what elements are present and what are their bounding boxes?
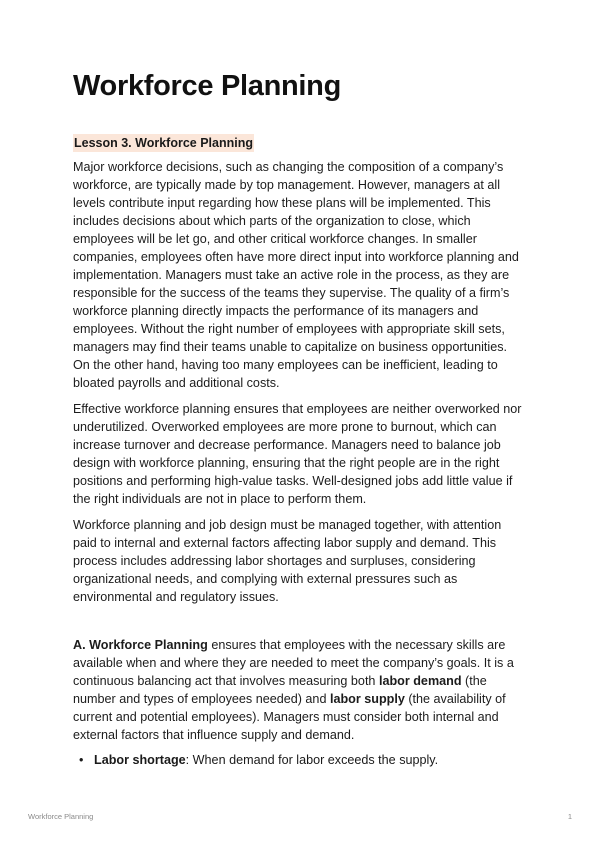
term-labor-supply: labor supply [329,692,405,706]
page-title: Workforce Planning [73,70,341,102]
section-a-heading: A. Workforce Planning [73,638,208,652]
section-a-paragraph [73,636,523,744]
paragraph-2-container [73,400,523,508]
paragraph: Workforce planning and job design must be managed together, with attention paid to internal and external factors affecting labor supply and demand. This process includes addressing labor shortages and surpluses, considering organizational needs, and complying with external pressures such as environmental and regulatory issues. [73,518,502,604]
paragraph: Effective workforce planning ensures that employees are neither overworked nor underutilized. Overworked employees are more prone to burnout, which can increase turnover and decrease performance. Managers need to balance job design with workforce planning, ensuring that the right people are in the right positions and performing high-value tasks. Well-designed jobs add little value if the right individuals are not in place to perform them. [73,402,522,506]
list-item [73,751,523,769]
paragraph-1-container [73,158,523,392]
section-a-text: ensures that employees with the necessary skills are available when and where they are needed to meet the company’s goals. It is a continuous balancing act that involves measuring both [73,638,514,688]
page-number: 1 [567,812,572,821]
bullet-text: : When demand for labor exceeds the supply. [185,753,439,767]
section-a-text: (the availability of current and potential employees). Managers must consider both internal and external factors that influence supply and demand. [73,692,506,742]
paragraph-3-container [73,516,523,606]
bullet-icon: • [79,753,84,767]
lesson-heading: Lesson 3. Workforce Planning [74,136,253,150]
paragraph: Major workforce decisions, such as changing the composition of a company’s workforce, are typically made by top management. However, managers at all levels contribute input regarding how these plans will be implemented. This includes decisions about which parts of the organization to close, which employees will be let go, and other critical workforce changes. In smaller companies, employees often have more direct input into workforce planning and implementation. Managers must take an active role in the process, as they are responsible for the success of the teams they supervise. The quality of a firm’s workforce planning directly impacts the performance of its managers and employees. Without the right number of employees with appropriate skill sets, managers may find their teams unable to capitalize on business opportunities. On the other hand, having too many employees can be inefficient, leading to bloated payrolls and additional costs. [73,160,519,390]
section-a-text: (the number and types of employees needed) and [73,674,487,706]
section-a [73,636,523,744]
footer-title: Workforce Planning [28,812,94,821]
bullet-list [73,751,523,769]
term-labor-demand: labor demand [378,674,462,688]
bullet-term: Labor shortage [94,753,186,767]
